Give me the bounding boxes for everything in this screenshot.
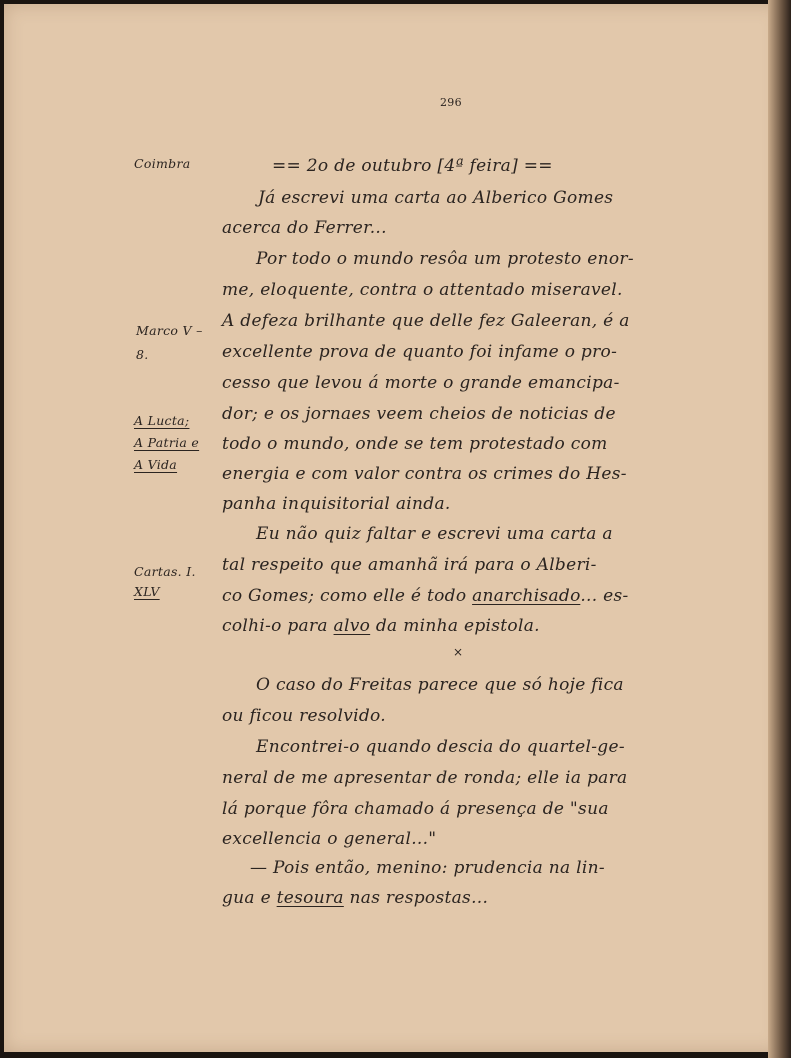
text-line: lá porque fôra chamado á presença de "sua bbox=[222, 799, 609, 819]
text-line: neral de me apresentar de ronda; elle ia para bbox=[222, 768, 628, 788]
text-segment: da minha epistola. bbox=[370, 616, 540, 636]
margin-note-ref: Marco V – bbox=[136, 323, 203, 338]
text-line: todo o mundo, onde se tem protestado com bbox=[222, 434, 608, 454]
page-number: 296 bbox=[440, 96, 462, 109]
text-segment: colhi-o para bbox=[222, 616, 334, 636]
text-line: tal respeito que amanhã irá para o Alberi- bbox=[222, 555, 597, 575]
margin-note-ref: A Lucta; bbox=[134, 413, 190, 428]
text-line: energia e com valor contra os crimes do Hes- bbox=[222, 464, 627, 484]
text-line bbox=[222, 888, 488, 908]
underlined-word: alvo bbox=[333, 616, 371, 636]
text-line: A defeza brilhante que delle fez Galeeran, é a bbox=[222, 311, 630, 331]
text-segment: co Gomes; como elle é todo bbox=[222, 586, 473, 606]
entry-date: == 2o de outubro [4ª feira] == bbox=[272, 156, 553, 176]
margin-note-ref: A Vida bbox=[134, 457, 178, 472]
text-line: dor; e os jornaes veem cheios de noticias de bbox=[222, 404, 616, 424]
section-separator: × bbox=[453, 645, 464, 659]
text-line: Por todo o mundo resôa um protesto enor- bbox=[256, 249, 634, 269]
text-line: — Pois então, menino: prudencia na lin- bbox=[250, 858, 605, 878]
text-line: O caso do Freitas parece que só hoje fica bbox=[256, 675, 624, 695]
text-segment: nas respostas... bbox=[343, 888, 489, 908]
text-line: Encontrei-o quando descia do quartel-ge- bbox=[256, 737, 625, 757]
text-line: Eu não quiz faltar e escrevi uma carta a bbox=[256, 524, 613, 544]
text-line: excellencia o general..." bbox=[222, 829, 437, 849]
underlined-word: tesoura bbox=[276, 888, 344, 908]
text-segment: gua e bbox=[222, 888, 277, 908]
text-line: me, eloquente, contra o attentado miseravel. bbox=[222, 280, 623, 300]
text-segment: ... es- bbox=[580, 586, 629, 606]
margin-note-ref: A Patria e bbox=[134, 435, 200, 450]
margin-note-ref: Cartas. I. bbox=[134, 564, 196, 579]
margin-note-place: Coimbra bbox=[134, 156, 191, 171]
text-line bbox=[222, 586, 629, 606]
text-line: ou ficou resolvido. bbox=[222, 706, 386, 726]
text-line bbox=[222, 616, 540, 636]
text-line: acerca do Ferrer... bbox=[222, 218, 387, 238]
underlined-word: anarchisado bbox=[472, 586, 581, 606]
text-line: Já escrevi uma carta ao Alberico Gomes bbox=[258, 188, 614, 208]
text-line: panha inquisitorial ainda. bbox=[222, 494, 451, 514]
text-line: cesso que levou á morte o grande emancipa- bbox=[222, 373, 620, 393]
text-line: excellente prova de quanto foi infame o pro- bbox=[222, 342, 618, 362]
margin-note-ref: XLV bbox=[134, 584, 160, 599]
page-edge-shadow bbox=[768, 0, 791, 1058]
margin-note-ref: 8. bbox=[136, 347, 149, 362]
